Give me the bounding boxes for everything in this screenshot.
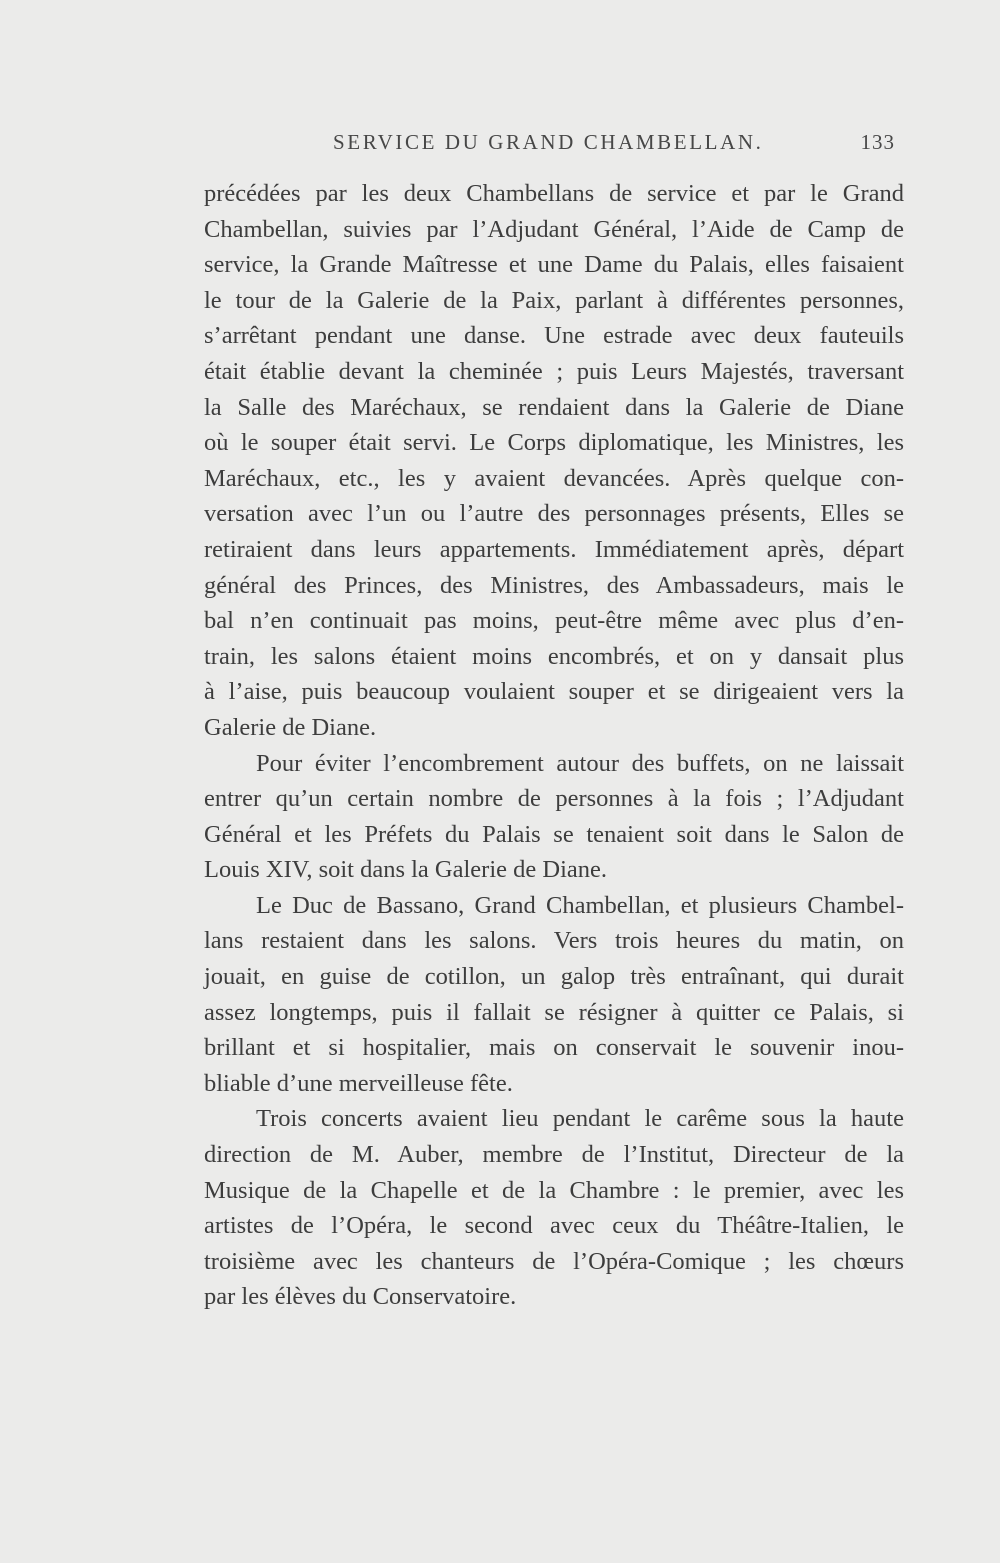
text-line: Galerie de Diane. <box>204 713 377 741</box>
text-line: assez longtemps, puis il fallait se résigner à quitter ce Palais, si <box>204 998 904 1026</box>
page-header <box>205 130 905 166</box>
text-line: précédées par les deux Chambellans de service et par le Grand <box>204 180 904 207</box>
text-line: direction de M. Auber, membre de l’Institut, Directeur de la <box>204 1141 904 1169</box>
text-line: était établie devant la cheminée ; puis Leurs Majestés, traversant <box>204 357 904 385</box>
text-line: où le souper était servi. Le Corps diplomatique, les Ministres, les <box>204 429 904 457</box>
text-line: la Salle des Maréchaux, se rendaient dans la Galerie de Diane <box>204 393 904 421</box>
text-body <box>204 176 904 1315</box>
page-number: 133 <box>860 130 895 154</box>
text-line: versation avec l’un ou l’autre des personnages présents, Elles se <box>204 500 904 528</box>
text-line: à l’aise, puis beaucoup voulaient souper et se dirigeaient vers la <box>204 678 904 706</box>
text-line: jouait, en guise de cotillon, un galop très entraînant, qui durait <box>204 963 904 991</box>
paragraph-start-line: Pour éviter l’encombrement autour des buffets, on ne laissait <box>256 749 904 777</box>
text-line: Chambellan, suivies par l’Adjudant Général, l’Aide de Camp de <box>204 215 904 243</box>
text-line: lans restaient dans les salons. Vers trois heures du matin, on <box>204 927 904 955</box>
text-line: Musique de la Chapelle et de la Chambre : le premier, avec les <box>204 1176 904 1204</box>
text-line: entrer qu’un certain nombre de personnes à la fois ; l’Adjudant <box>204 785 904 813</box>
text-line: retiraient dans leurs appartements. Immédiatement après, départ <box>204 535 904 563</box>
text-line: Louis XIV, soit dans la Galerie de Diane. <box>204 856 608 884</box>
text-line: le tour de la Galerie de la Paix, parlant à différentes personnes, <box>204 286 904 314</box>
text-line: train, les salons étaient moins encombrés, et on y dansait plus <box>204 642 904 670</box>
text-line: artistes de l’Opéra, le second avec ceux du Théâtre-Italien, le <box>204 1212 904 1240</box>
running-title: SERVICE DU GRAND CHAMBELLAN. <box>333 130 764 154</box>
text-line: troisième avec les chanteurs de l’Opéra-Comique ; les chœurs <box>204 1247 904 1275</box>
paragraph-start-line: Le Duc de Bassano, Grand Chambellan, et plusieurs Chambel- <box>256 891 904 919</box>
text-line: bliable d’une merveilleuse fête. <box>204 1069 513 1097</box>
text-line: par les élèves du Conservatoire. <box>204 1283 517 1311</box>
text-line: Maréchaux, etc., les y avaient devancées. Après quelque con- <box>204 464 904 492</box>
paragraph-start-line: Trois concerts avaient lieu pendant le carême sous la haute <box>256 1105 904 1133</box>
text-line: service, la Grande Maîtresse et une Dame du Palais, elles faisaient <box>204 251 904 279</box>
text-line: Général et les Préfets du Palais se tenaient soit dans le Salon de <box>204 820 904 848</box>
text-line: brillant et si hospitalier, mais on conservait le souvenir inou- <box>204 1034 904 1062</box>
text-line: bal n’en continuait pas moins, peut-être même avec plus d’en- <box>204 607 904 635</box>
text-line: s’arrêtant pendant une danse. Une estrade avec deux fauteuils <box>204 322 904 350</box>
text-line: général des Princes, des Ministres, des Ambassadeurs, mais le <box>204 571 904 599</box>
